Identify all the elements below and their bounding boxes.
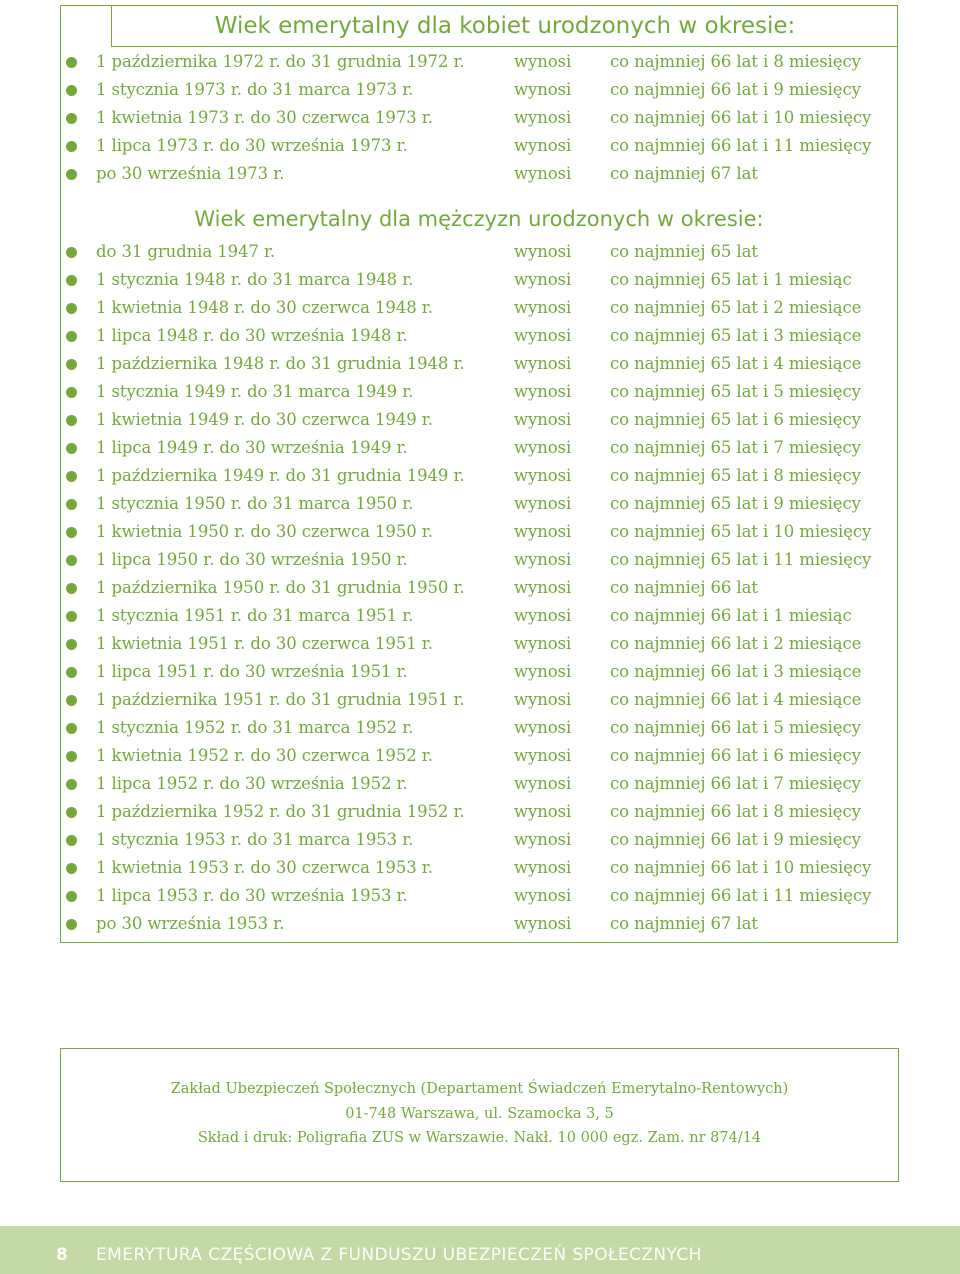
- table-row: [0, 630, 960, 658]
- table-row: [0, 378, 960, 406]
- retirement-age: co najmniej 65 lat: [610, 242, 758, 261]
- verb-label: wynosi: [514, 550, 572, 569]
- verb-label: wynosi: [514, 886, 572, 905]
- retirement-age: co najmniej 65 lat i 5 miesięcy: [610, 382, 861, 401]
- verb-label: wynosi: [514, 242, 572, 261]
- birth-period: 1 października 1951 r. do 31 grudnia 1951 r.: [96, 690, 465, 709]
- bullet-icon: [66, 639, 77, 650]
- men-heading: Wiek emerytalny dla mężczyzn urodzonych w okresie:: [194, 207, 764, 231]
- table-row: [0, 826, 960, 854]
- bullet-icon: [66, 387, 77, 398]
- birth-period: 1 kwietnia 1949 r. do 30 czerwca 1949 r.: [96, 410, 433, 429]
- table-row: [0, 104, 960, 132]
- table-row: [0, 76, 960, 104]
- table-row: [0, 160, 960, 188]
- bullet-icon: [66, 891, 77, 902]
- birth-period: 1 października 1949 r. do 31 grudnia 1949 r.: [96, 466, 465, 485]
- bullet-icon: [66, 863, 77, 874]
- retirement-age: co najmniej 65 lat i 1 miesiąc: [610, 270, 852, 289]
- running-title: EMERYTURA CZĘŚCIOWA Z FUNDUSZU UBEZPIECZEŃ SPOŁECZNYCH: [96, 1245, 702, 1265]
- table-row: [0, 574, 960, 602]
- retirement-age: co najmniej 65 lat i 8 miesięcy: [610, 466, 861, 485]
- table-row: [0, 266, 960, 294]
- bullet-icon: [66, 113, 77, 124]
- retirement-age: co najmniej 66 lat i 10 miesięcy: [610, 108, 872, 127]
- verb-label: wynosi: [514, 382, 572, 401]
- verb-label: wynosi: [514, 354, 572, 373]
- verb-label: wynosi: [514, 326, 572, 345]
- retirement-age: co najmniej 66 lat i 8 miesięcy: [610, 52, 861, 71]
- birth-period: 1 października 1950 r. do 31 grudnia 1950 r.: [96, 578, 465, 597]
- bullet-icon: [66, 835, 77, 846]
- table-row: [0, 406, 960, 434]
- birth-period: 1 kwietnia 1973 r. do 30 czerwca 1973 r.: [96, 108, 433, 127]
- birth-period: 1 stycznia 1949 r. do 31 marca 1949 r.: [96, 382, 414, 401]
- table-row: [0, 798, 960, 826]
- retirement-age: co najmniej 65 lat i 6 miesięcy: [610, 410, 861, 429]
- verb-label: wynosi: [514, 802, 572, 821]
- bullet-icon: [66, 85, 77, 96]
- table-row: [0, 490, 960, 518]
- verb-label: wynosi: [514, 136, 572, 155]
- verb-label: wynosi: [514, 494, 572, 513]
- birth-period: do 31 grudnia 1947 r.: [96, 242, 276, 261]
- bullet-icon: [66, 443, 77, 454]
- table-row: [0, 770, 960, 798]
- bullet-icon: [66, 247, 77, 258]
- retirement-age: co najmniej 66 lat i 1 miesiąc: [610, 606, 852, 625]
- verb-label: wynosi: [514, 108, 572, 127]
- bullet-icon: [66, 415, 77, 426]
- retirement-age: co najmniej 66 lat i 11 miesięcy: [610, 136, 872, 155]
- bullet-icon: [66, 169, 77, 180]
- birth-period: 1 stycznia 1953 r. do 31 marca 1953 r.: [96, 830, 414, 849]
- bullet-icon: [66, 779, 77, 790]
- retirement-age: co najmniej 66 lat i 2 miesiące: [610, 634, 862, 653]
- table-row: [0, 238, 960, 266]
- birth-period: 1 kwietnia 1948 r. do 30 czerwca 1948 r.: [96, 298, 433, 317]
- table-row: [0, 132, 960, 160]
- retirement-age: co najmniej 65 lat i 4 miesiące: [610, 354, 862, 373]
- verb-label: wynosi: [514, 746, 572, 765]
- bullet-icon: [66, 331, 77, 342]
- birth-period: 1 lipca 1951 r. do 30 września 1951 r.: [96, 662, 408, 681]
- verb-label: wynosi: [514, 298, 572, 317]
- table-row: [0, 602, 960, 630]
- publisher-address: 01-748 Warszawa, ul. Szamocka 3, 5: [345, 1106, 614, 1122]
- table-row: [0, 742, 960, 770]
- bullet-icon: [66, 723, 77, 734]
- bullet-icon: [66, 141, 77, 152]
- table-row: [0, 910, 960, 938]
- birth-period: 1 kwietnia 1953 r. do 30 czerwca 1953 r.: [96, 858, 433, 877]
- bullet-icon: [66, 611, 77, 622]
- retirement-age: co najmniej 66 lat i 4 miesiące: [610, 690, 862, 709]
- verb-label: wynosi: [514, 438, 572, 457]
- table-row: [0, 714, 960, 742]
- bullet-icon: [66, 303, 77, 314]
- birth-period: 1 lipca 1973 r. do 30 września 1973 r.: [96, 136, 408, 155]
- retirement-age: co najmniej 66 lat i 5 miesięcy: [610, 718, 861, 737]
- table-row: [0, 882, 960, 910]
- retirement-age: co najmniej 66 lat i 11 miesięcy: [610, 886, 872, 905]
- verb-label: wynosi: [514, 52, 572, 71]
- birth-period: 1 lipca 1950 r. do 30 września 1950 r.: [96, 550, 408, 569]
- table-row: [0, 854, 960, 882]
- publisher-name: Zakład Ubezpieczeń Społecznych (Departament Świadczeń Emerytalno-Rentowych): [170, 1081, 789, 1097]
- birth-period: 1 lipca 1952 r. do 30 września 1952 r.: [96, 774, 408, 793]
- bullet-icon: [66, 359, 77, 370]
- women-list: [0, 48, 960, 188]
- table-row: [0, 434, 960, 462]
- table-row: [0, 462, 960, 490]
- verb-label: wynosi: [514, 80, 572, 99]
- verb-label: wynosi: [514, 410, 572, 429]
- table-row: [0, 322, 960, 350]
- table-row: [0, 658, 960, 686]
- birth-period: 1 stycznia 1973 r. do 31 marca 1973 r.: [96, 80, 414, 99]
- table-row: [0, 48, 960, 76]
- page-number: 8: [56, 1245, 68, 1265]
- bullet-icon: [66, 695, 77, 706]
- birth-period: 1 lipca 1949 r. do 30 września 1949 r.: [96, 438, 408, 457]
- table-row: [0, 350, 960, 378]
- birth-period: 1 kwietnia 1950 r. do 30 czerwca 1950 r.: [96, 522, 433, 541]
- bullet-icon: [66, 527, 77, 538]
- women-heading: Wiek emerytalny dla kobiet urodzonych w okresie:: [214, 13, 796, 39]
- birth-period: 1 kwietnia 1951 r. do 30 czerwca 1951 r.: [96, 634, 433, 653]
- retirement-age: co najmniej 65 lat i 7 miesięcy: [610, 438, 861, 457]
- retirement-age: co najmniej 65 lat i 2 miesiące: [610, 298, 862, 317]
- verb-label: wynosi: [514, 634, 572, 653]
- bullet-icon: [66, 57, 77, 68]
- retirement-age: co najmniej 66 lat i 9 miesięcy: [610, 830, 861, 849]
- retirement-age: co najmniej 65 lat i 11 miesięcy: [610, 550, 872, 569]
- verb-label: wynosi: [514, 578, 572, 597]
- retirement-age: co najmniej 67 lat: [610, 914, 758, 933]
- table-row: [0, 518, 960, 546]
- birth-period: 1 stycznia 1950 r. do 31 marca 1950 r.: [96, 494, 414, 513]
- retirement-age: co najmniej 66 lat i 7 miesięcy: [610, 774, 861, 793]
- retirement-age: co najmniej 65 lat i 10 miesięcy: [610, 522, 872, 541]
- verb-label: wynosi: [514, 858, 572, 877]
- publisher-info-box: [60, 1048, 899, 1182]
- table-row: [0, 546, 960, 574]
- birth-period: 1 kwietnia 1952 r. do 30 czerwca 1952 r.: [96, 746, 433, 765]
- retirement-age: co najmniej 66 lat i 3 miesiące: [610, 662, 862, 681]
- table-row: [0, 686, 960, 714]
- print-info: Skład i druk: Poligrafia ZUS w Warszawie. Nakł. 10 000 egz. Zam. nr 874/14: [197, 1130, 762, 1146]
- verb-label: wynosi: [514, 466, 572, 485]
- verb-label: wynosi: [514, 914, 572, 933]
- birth-period: po 30 września 1953 r.: [96, 914, 285, 933]
- verb-label: wynosi: [514, 606, 572, 625]
- bullet-icon: [66, 583, 77, 594]
- birth-period: po 30 września 1973 r.: [96, 164, 285, 183]
- bullet-icon: [66, 471, 77, 482]
- retirement-age: co najmniej 67 lat: [610, 164, 758, 183]
- retirement-age: co najmniej 65 lat i 3 miesiące: [610, 326, 862, 345]
- retirement-age: co najmniej 66 lat i 6 miesięcy: [610, 746, 861, 765]
- birth-period: 1 października 1948 r. do 31 grudnia 1948 r.: [96, 354, 465, 373]
- birth-period: 1 stycznia 1951 r. do 31 marca 1951 r.: [96, 606, 414, 625]
- birth-period: 1 października 1952 r. do 31 grudnia 1952 r.: [96, 802, 465, 821]
- bullet-icon: [66, 555, 77, 566]
- verb-label: wynosi: [514, 690, 572, 709]
- verb-label: wynosi: [514, 662, 572, 681]
- retirement-age: co najmniej 66 lat i 10 miesięcy: [610, 858, 872, 877]
- bullet-icon: [66, 751, 77, 762]
- verb-label: wynosi: [514, 164, 572, 183]
- retirement-age: co najmniej 66 lat i 9 miesięcy: [610, 80, 861, 99]
- retirement-age: co najmniej 66 lat: [610, 578, 758, 597]
- retirement-age: co najmniej 66 lat i 8 miesięcy: [610, 802, 861, 821]
- women-heading-box: [111, 5, 898, 47]
- birth-period: 1 lipca 1953 r. do 30 września 1953 r.: [96, 886, 408, 905]
- birth-period: 1 stycznia 1952 r. do 31 marca 1952 r.: [96, 718, 414, 737]
- bullet-icon: [66, 499, 77, 510]
- bullet-icon: [66, 275, 77, 286]
- verb-label: wynosi: [514, 522, 572, 541]
- bullet-icon: [66, 807, 77, 818]
- birth-period: 1 października 1972 r. do 31 grudnia 1972 r.: [96, 52, 465, 71]
- men-list: [0, 238, 960, 938]
- retirement-age: co najmniej 65 lat i 9 miesięcy: [610, 494, 861, 513]
- verb-label: wynosi: [514, 830, 572, 849]
- bullet-icon: [66, 667, 77, 678]
- birth-period: 1 lipca 1948 r. do 30 września 1948 r.: [96, 326, 408, 345]
- verb-label: wynosi: [514, 774, 572, 793]
- birth-period: 1 stycznia 1948 r. do 31 marca 1948 r.: [96, 270, 414, 289]
- verb-label: wynosi: [514, 270, 572, 289]
- table-row: [0, 294, 960, 322]
- verb-label: wynosi: [514, 718, 572, 737]
- bullet-icon: [66, 919, 77, 930]
